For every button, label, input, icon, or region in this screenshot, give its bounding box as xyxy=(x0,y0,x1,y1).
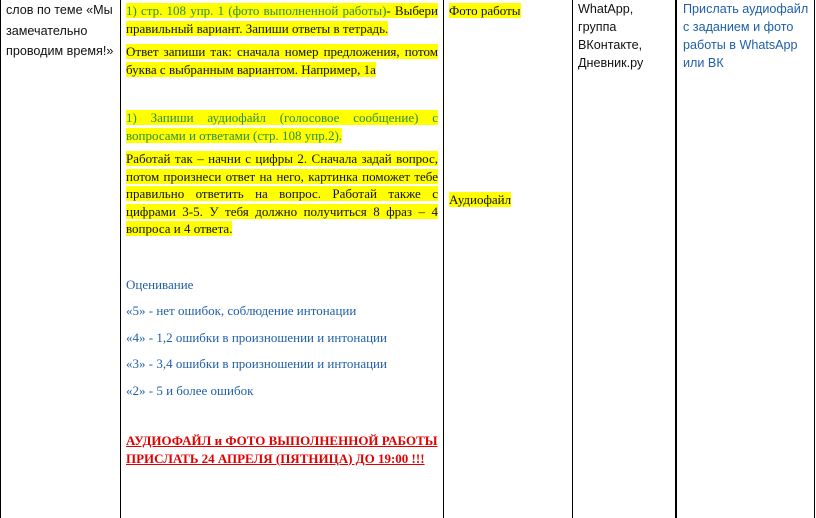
grade-5: «5» - нет ошибок, соблюдение интонации xyxy=(126,303,357,318)
table-border-right xyxy=(814,0,815,518)
grade-3: «3» - 3,4 ошибки в произношении и интонации xyxy=(126,356,387,371)
topic-cell xyxy=(6,0,114,62)
result-photo-text: Фото работы xyxy=(449,3,521,18)
task-2 xyxy=(126,109,438,144)
task-1-answer-format-text: Ответ запиши так: сначала номер предложения, потом буква с выбранным вариантом. Например, 1а xyxy=(126,44,438,77)
column-divider-4 xyxy=(675,0,677,518)
result-audio-text: Аудиофайл xyxy=(449,192,512,207)
table-border-left xyxy=(0,0,1,518)
grade-2: «2» - 5 и более ошибок xyxy=(126,382,254,398)
task-2-text: 1) Запиши аудиофайл (голосовое сообщение) с вопросами и ответами (стр. 108 упр.2). xyxy=(126,110,438,143)
result-cell xyxy=(449,2,567,208)
grading-title: Оценивание xyxy=(126,276,194,292)
task-1-instruction: - Выбери правильный вариант. Запиши ответы в тетрадь. xyxy=(126,3,438,36)
submit-text: Прислать аудиофайл с заданием и фото работы в WhatsApp или ВК xyxy=(683,2,809,70)
task-2-instructions xyxy=(126,150,438,238)
column-divider-2 xyxy=(443,0,444,518)
deadline-notice: АУДИОФАЙЛ и ФОТО ВЫПОЛНЕННОЙ РАБОТЫ ПРИСЛАТЬ 24 АПРЕЛЯ (ПЯТНИЦА) ДО 19:00 !!! xyxy=(126,433,438,466)
submit-cell xyxy=(683,0,811,72)
topic-text: слов по теме «Мы замечательно проводим время!» xyxy=(6,3,114,58)
column-divider-1 xyxy=(120,0,121,518)
task-1-reference: 1) стр. 108 упр. 1 (фото выполненной работы) xyxy=(126,3,387,18)
grade-4: «4» - 1,2 ошибки в произношении и интонации xyxy=(126,329,387,345)
task-1-answer-format xyxy=(126,43,438,78)
channels-cell xyxy=(578,0,672,72)
column-divider-3 xyxy=(572,0,573,518)
result-photo xyxy=(449,2,567,19)
task-2-instructions-text: Работай так – начни с цифры 2. Сначала задай вопрос, потом произнеси ответ на него, картинка поможет тебе правильно ответить на вопрос. Работай также с цифрами 3-5. У тебя должно получиться 8 фраз – 4 вопроса и 4 ответа. xyxy=(126,151,438,236)
channels-text: WhatApp, группа ВКонтакте, Дневник.ру xyxy=(578,2,644,70)
tasks-cell xyxy=(126,2,438,467)
result-audio xyxy=(449,191,567,208)
task-1 xyxy=(126,2,438,37)
